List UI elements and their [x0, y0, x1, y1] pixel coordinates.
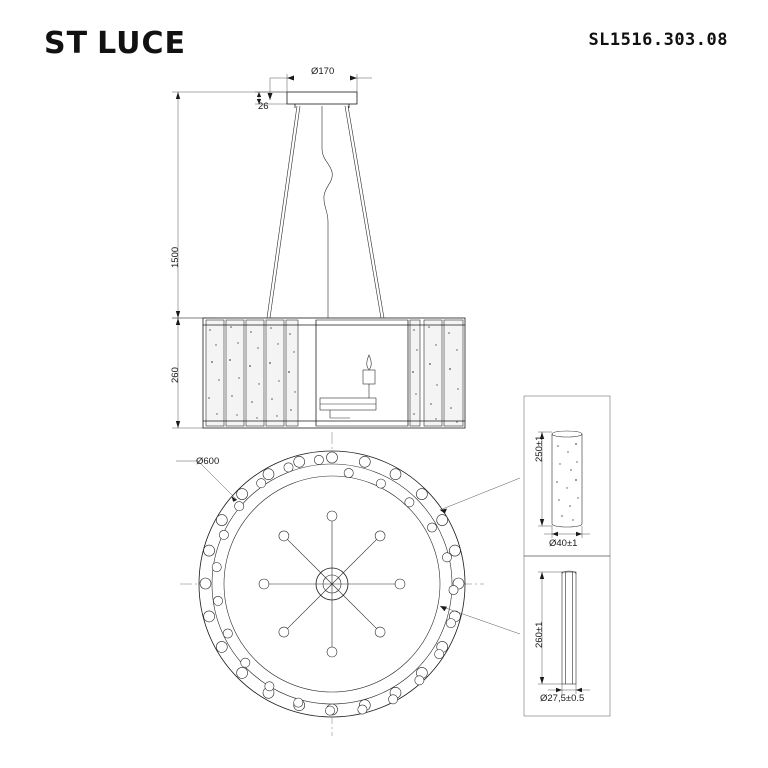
dim-canopy-height: 26: [258, 101, 269, 112]
top-view-group: [176, 432, 484, 736]
detail-upper-rod: [538, 431, 590, 538]
dim-shade-height: 260: [170, 367, 181, 383]
brand-logo-st: ST: [44, 26, 89, 61]
canopy-plate: [287, 92, 357, 104]
detail-lower-tube: [538, 571, 590, 694]
article-number: SL1516.303.08: [588, 30, 728, 50]
shade-right-rods: [410, 320, 463, 426]
dim-detail-lower-length: 260±1: [534, 621, 545, 648]
brand-logo-luce: LUCE: [97, 26, 186, 61]
dim-detail-upper-length: 250±1: [534, 435, 545, 462]
lamp-arms: [259, 511, 405, 657]
dim-canopy-diameter: Ø170: [311, 66, 335, 77]
dim-outer-diameter: Ø600: [196, 456, 220, 467]
shade-left-rods: [206, 320, 298, 426]
dim-suspension-length: 1500: [170, 246, 181, 268]
dim-detail-upper-diameter: Ø40±1: [549, 538, 578, 549]
front-view-group: [172, 74, 465, 428]
detail-panel-group: [440, 396, 610, 716]
dim-detail-lower-diameter: Ø27,5±0.5: [540, 693, 585, 704]
